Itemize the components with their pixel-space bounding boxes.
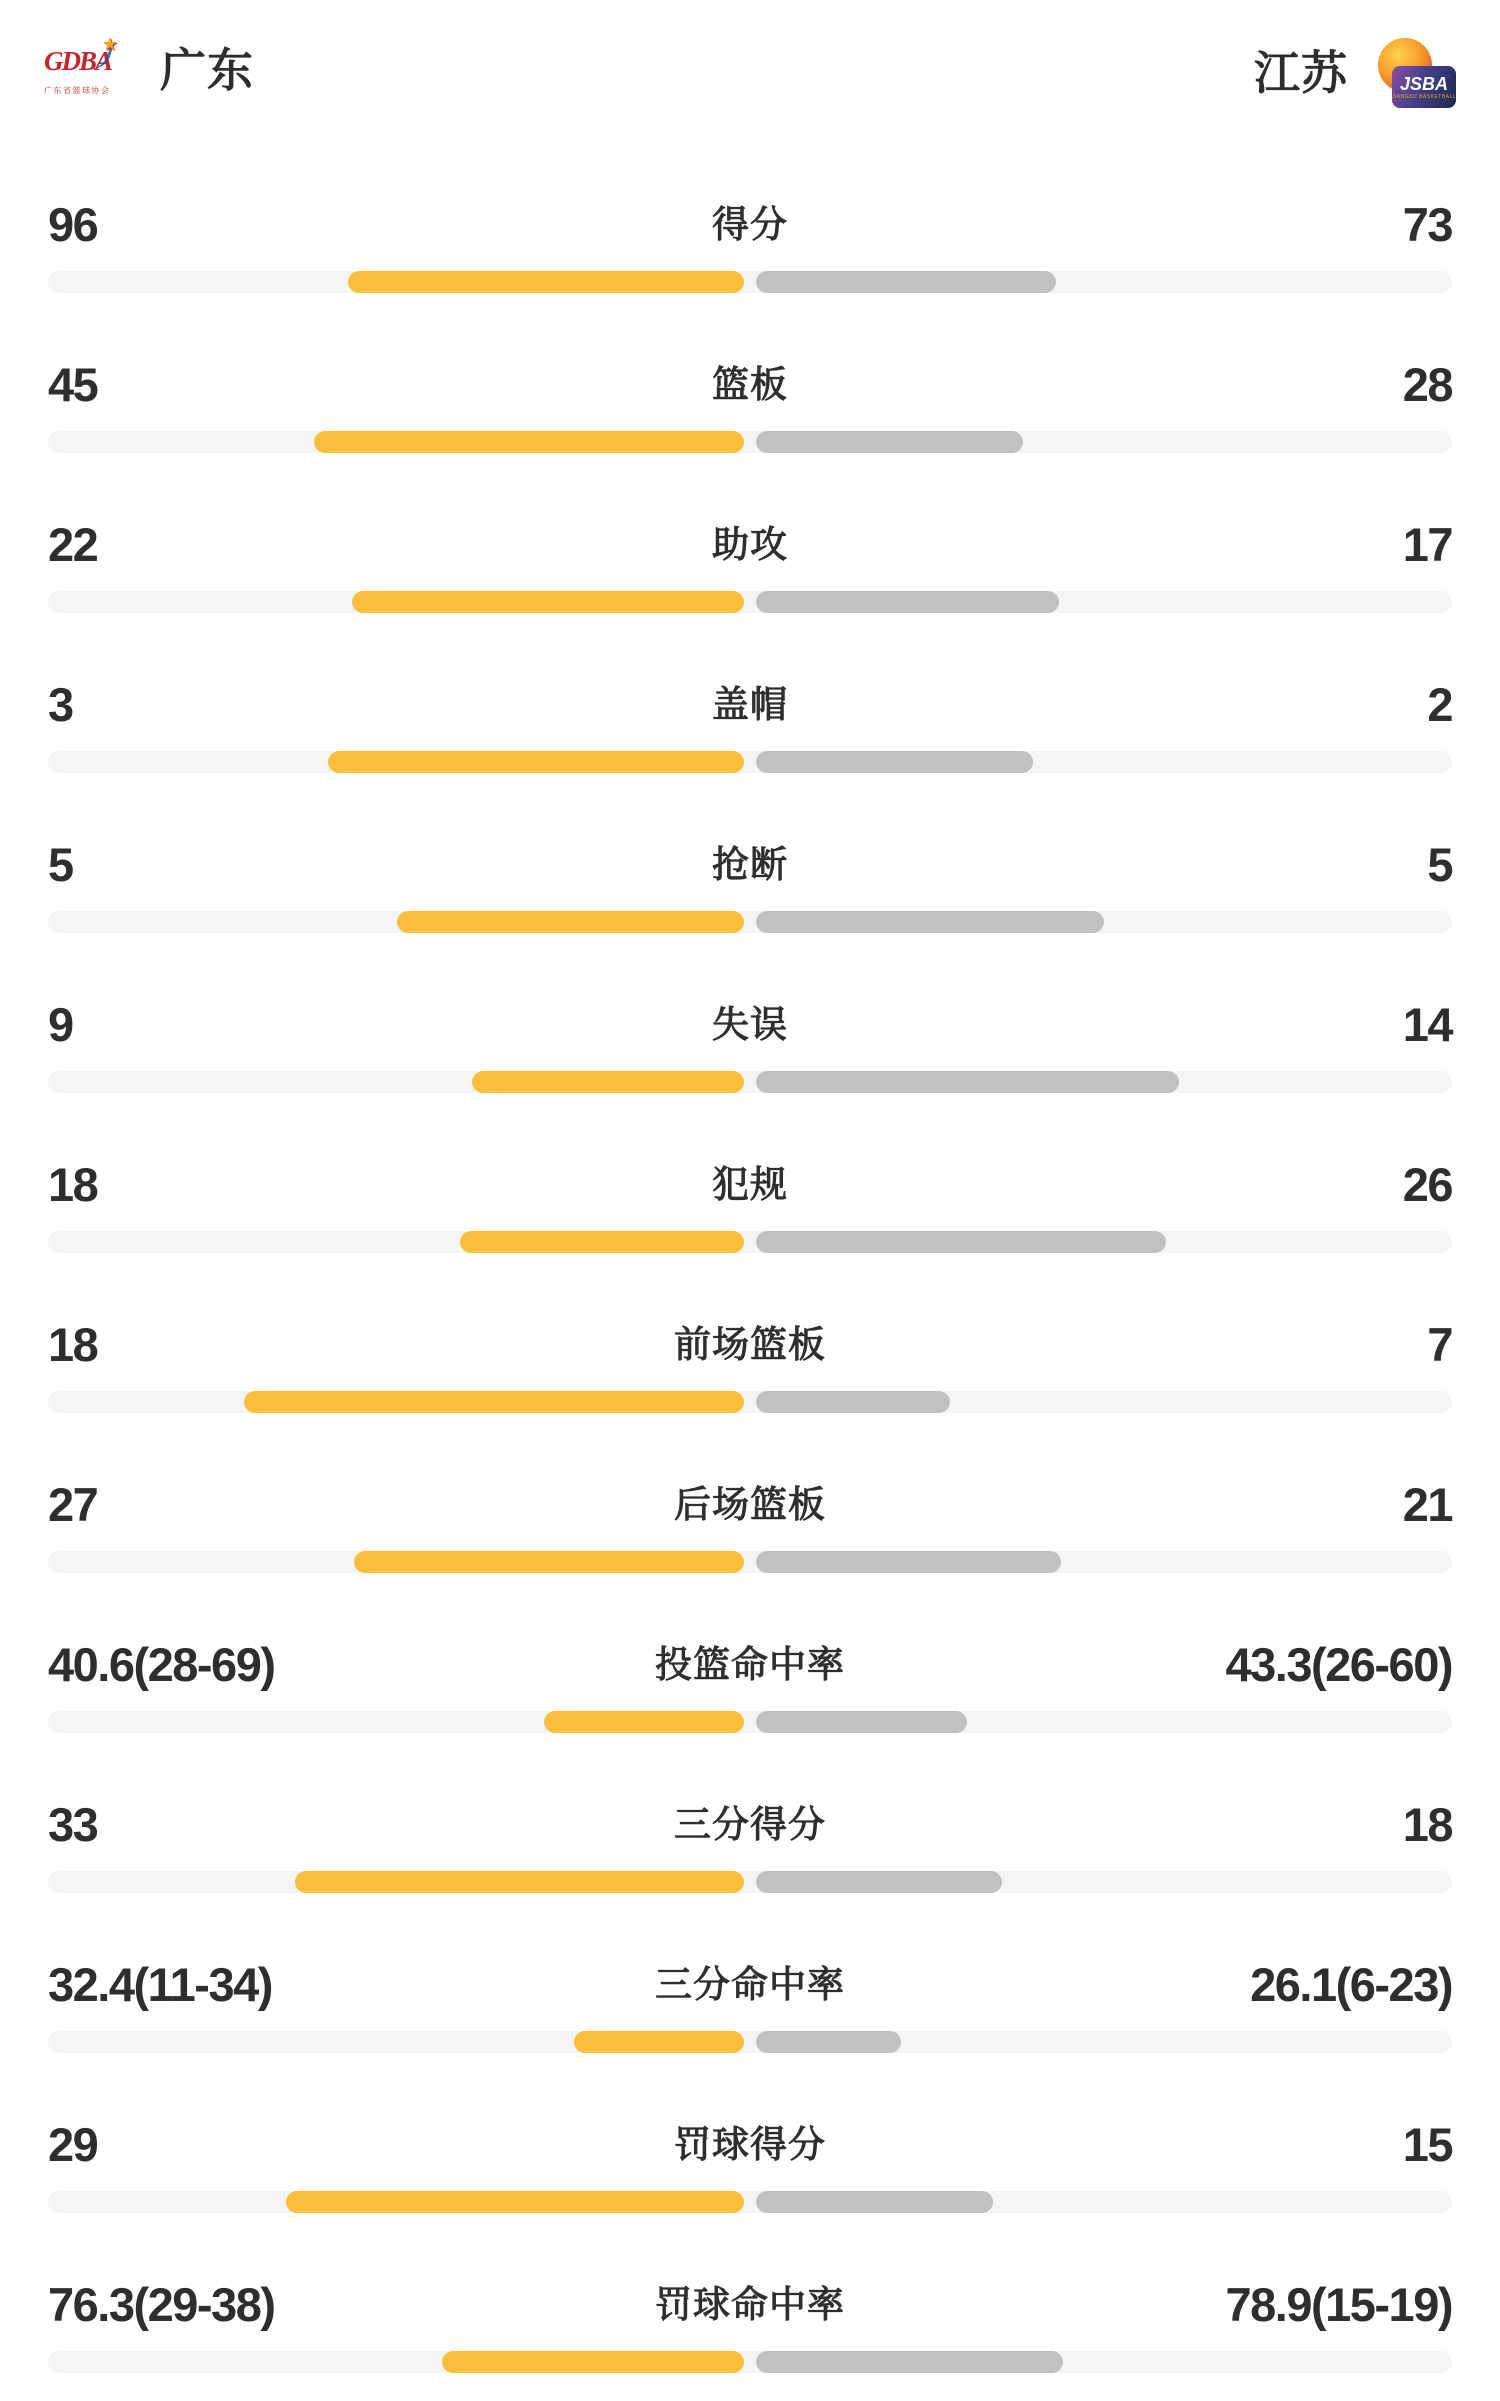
away-value: 18 <box>1402 1798 1452 1851</box>
stat-bar-track <box>48 1071 1452 1093</box>
home-value: 96 <box>48 198 98 251</box>
stat-label: 投篮命中率 <box>655 1644 845 1685</box>
home-value: 76.3(29-38) <box>48 2278 275 2331</box>
home-value: 22 <box>48 518 98 571</box>
stat-label: 罚球得分 <box>674 2124 826 2165</box>
stat-label: 篮板 <box>712 364 788 405</box>
away-bar <box>756 1391 950 1413</box>
stat-bar-track <box>48 1871 1452 1893</box>
stat-bar-track <box>48 911 1452 933</box>
home-value: 40.6(28-69) <box>48 1638 275 1691</box>
away-bar <box>756 1551 1061 1573</box>
stat-bar-track <box>48 1551 1452 1573</box>
away-value: 2 <box>1427 678 1452 731</box>
away-bar <box>756 591 1059 613</box>
home-value: 45 <box>48 358 98 411</box>
away-team-name: 江苏 <box>1254 47 1348 99</box>
away-value: 73 <box>1402 198 1452 251</box>
away-bar <box>756 271 1056 293</box>
away-bar <box>756 2031 901 2053</box>
jsba-logo-banner <box>1392 66 1456 108</box>
away-value: 21 <box>1402 1478 1452 1531</box>
jsba-team-logo-icon <box>1378 38 1456 108</box>
stat-row <box>0 1761 1500 1921</box>
away-value: 28 <box>1402 358 1452 411</box>
stat-row <box>0 321 1500 481</box>
home-bar <box>352 591 744 613</box>
away-value: 78.9(15-19) <box>1225 2278 1452 2331</box>
away-value: 17 <box>1402 518 1452 571</box>
away-bar <box>756 1711 967 1733</box>
stat-label: 后场篮板 <box>674 1484 826 1525</box>
away-bar <box>756 1231 1166 1253</box>
home-team-name: 广东 <box>160 44 254 96</box>
stat-bar-track <box>48 751 1452 773</box>
home-bar <box>348 271 744 293</box>
stat-bar-track <box>48 2351 1452 2373</box>
stat-label: 盖帽 <box>712 684 788 725</box>
stat-row <box>0 2081 1500 2241</box>
stat-bar-track <box>48 1231 1452 1253</box>
home-bar <box>314 431 744 453</box>
stat-bar-track <box>48 431 1452 453</box>
home-team-header <box>44 34 254 102</box>
stat-label: 三分得分 <box>674 1804 826 1845</box>
stat-row <box>0 481 1500 641</box>
away-bar <box>756 431 1023 453</box>
away-bar <box>756 1071 1179 1093</box>
stat-row <box>0 1921 1500 2081</box>
away-value: 7 <box>1427 1318 1452 1371</box>
home-value: 3 <box>48 678 73 731</box>
stat-row <box>0 1121 1500 1281</box>
home-bar <box>544 1711 744 1733</box>
home-bar <box>295 1871 744 1893</box>
away-bar <box>756 2351 1063 2373</box>
home-bar <box>286 2191 744 2213</box>
stat-bar-track <box>48 2191 1452 2213</box>
stat-label: 失误 <box>712 1004 788 1045</box>
stat-label: 三分命中率 <box>655 1964 845 2005</box>
stat-bar-track <box>48 2031 1452 2053</box>
away-value: 43.3(26-60) <box>1225 1638 1452 1691</box>
home-value: 9 <box>48 998 73 1051</box>
away-value: 5 <box>1427 838 1452 891</box>
away-value: 14 <box>1402 998 1452 1051</box>
away-bar <box>756 911 1104 933</box>
gdba-star-icon: ★ <box>101 34 118 54</box>
stat-label: 犯规 <box>712 1164 788 1205</box>
stat-label: 得分 <box>712 204 788 245</box>
home-bar <box>328 751 744 773</box>
home-bar <box>244 1391 744 1413</box>
away-value: 15 <box>1402 2118 1452 2171</box>
stat-bar-track <box>48 591 1452 613</box>
home-bar <box>472 1071 744 1093</box>
home-value: 33 <box>48 1798 98 1851</box>
stat-bar-track <box>48 1391 1452 1413</box>
stat-label: 助攻 <box>712 524 788 565</box>
stat-label: 前场篮板 <box>674 1324 826 1365</box>
stat-row <box>0 801 1500 961</box>
gdba-logo-abbr: GDBA <box>44 46 112 76</box>
stat-row <box>0 1281 1500 1441</box>
gdba-team-logo-icon <box>44 34 120 102</box>
match-stats-header <box>0 0 1500 161</box>
stat-row <box>0 961 1500 1121</box>
home-value: 32.4(11-34) <box>48 1958 272 2011</box>
stat-label: 罚球命中率 <box>655 2284 845 2325</box>
home-value: 27 <box>48 1478 98 1531</box>
stat-row <box>0 1441 1500 1601</box>
stat-row <box>0 641 1500 801</box>
stat-label: 抢断 <box>712 844 788 885</box>
home-bar <box>460 1231 744 1253</box>
stat-bar-track <box>48 271 1452 293</box>
home-bar <box>354 1551 744 1573</box>
gdba-logo-subtext: 广东省篮球协会 <box>44 86 111 95</box>
stats-list <box>0 161 1500 2401</box>
stat-bar-track <box>48 1711 1452 1733</box>
home-bar <box>442 2351 744 2373</box>
home-value: 18 <box>48 1318 98 1371</box>
home-value: 29 <box>48 2118 98 2171</box>
away-bar <box>756 751 1033 773</box>
stat-row <box>0 2241 1500 2401</box>
away-bar <box>756 1871 1002 1893</box>
away-value: 26.1(6-23) <box>1250 1958 1452 2011</box>
home-bar <box>574 2031 744 2053</box>
stat-row <box>0 1601 1500 1761</box>
jsba-logo-subtext: JIANGSU BASKETBALL <box>1391 93 1457 100</box>
away-value: 26 <box>1402 1158 1452 1211</box>
away-team-header <box>1254 38 1456 108</box>
stat-row <box>0 161 1500 321</box>
home-value: 5 <box>48 838 73 891</box>
home-value: 18 <box>48 1158 98 1211</box>
home-bar <box>397 911 744 933</box>
away-bar <box>756 2191 993 2213</box>
jsba-logo-abbr: JSBA <box>1399 73 1448 94</box>
